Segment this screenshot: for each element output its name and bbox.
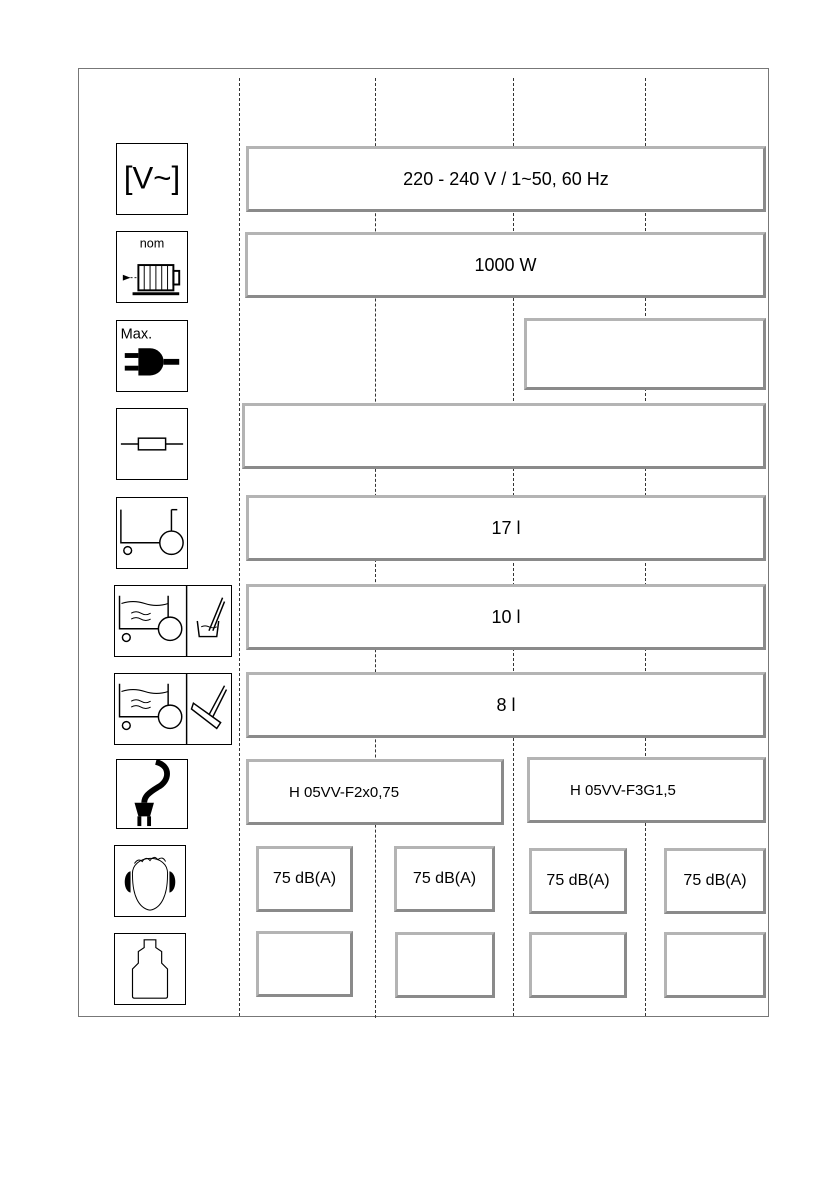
- power-value-box: [245, 232, 766, 298]
- noise-level: 75 dB(A): [412, 870, 477, 887]
- tank-capacity-value-box: [246, 495, 766, 561]
- wet-floor-capacity-value: 8 l: [496, 694, 516, 715]
- voltage-value: 220 - 240 V / 1~50, 60 Hz: [403, 168, 609, 189]
- noise-level-box: [394, 846, 495, 912]
- column-divider: [239, 78, 240, 1016]
- power-cable-icon: [116, 759, 188, 829]
- fuse-value-box: [242, 403, 766, 469]
- wet-capacity-value-box: [246, 584, 766, 650]
- weight-icon: [114, 933, 186, 1005]
- weight-value-box: [529, 932, 627, 998]
- tank-capacity-value: 17 l: [491, 517, 521, 538]
- noise-level-box: [664, 848, 766, 914]
- noise-level-box: [529, 848, 627, 914]
- plug-icon-text: Max.: [120, 326, 153, 343]
- power-value: 1000 W: [474, 254, 537, 275]
- wet-capacity-value: 10 l: [491, 606, 521, 627]
- noise-level: 75 dB(A): [272, 870, 337, 887]
- weight-value-box: [256, 931, 353, 997]
- motor-nominal-power-icon: [116, 231, 188, 303]
- noise-level: 75 dB(A): [683, 872, 747, 889]
- voltage-value-box: [246, 146, 766, 212]
- max-socket-plug-icon: [116, 320, 188, 392]
- weight-value-box: [395, 932, 495, 998]
- cable-type-a: H 05VV-F2x0,75: [289, 783, 400, 801]
- max-socket-value-box: [524, 318, 766, 390]
- weight-value-box: [664, 932, 766, 998]
- fuse-icon: [116, 408, 188, 480]
- noise-level-box: [256, 846, 353, 912]
- ear-protection-icon: [114, 845, 186, 917]
- cable-type-box-a: [246, 759, 504, 825]
- cable-type-box-b: [527, 757, 766, 823]
- wet-floor-capacity-value-box: [246, 672, 766, 738]
- cable-type-b: H 05VV-F3G1,5: [570, 781, 676, 799]
- motor-icon-text: nom: [139, 236, 165, 251]
- noise-level: 75 dB(A): [546, 872, 610, 889]
- wet-capacity-icon: [114, 585, 232, 657]
- voltage-icon-text: [V~]: [123, 160, 181, 196]
- wet-floor-capacity-icon: [114, 673, 232, 745]
- voltage-icon: [116, 143, 188, 215]
- tank-capacity-icon: [116, 497, 188, 569]
